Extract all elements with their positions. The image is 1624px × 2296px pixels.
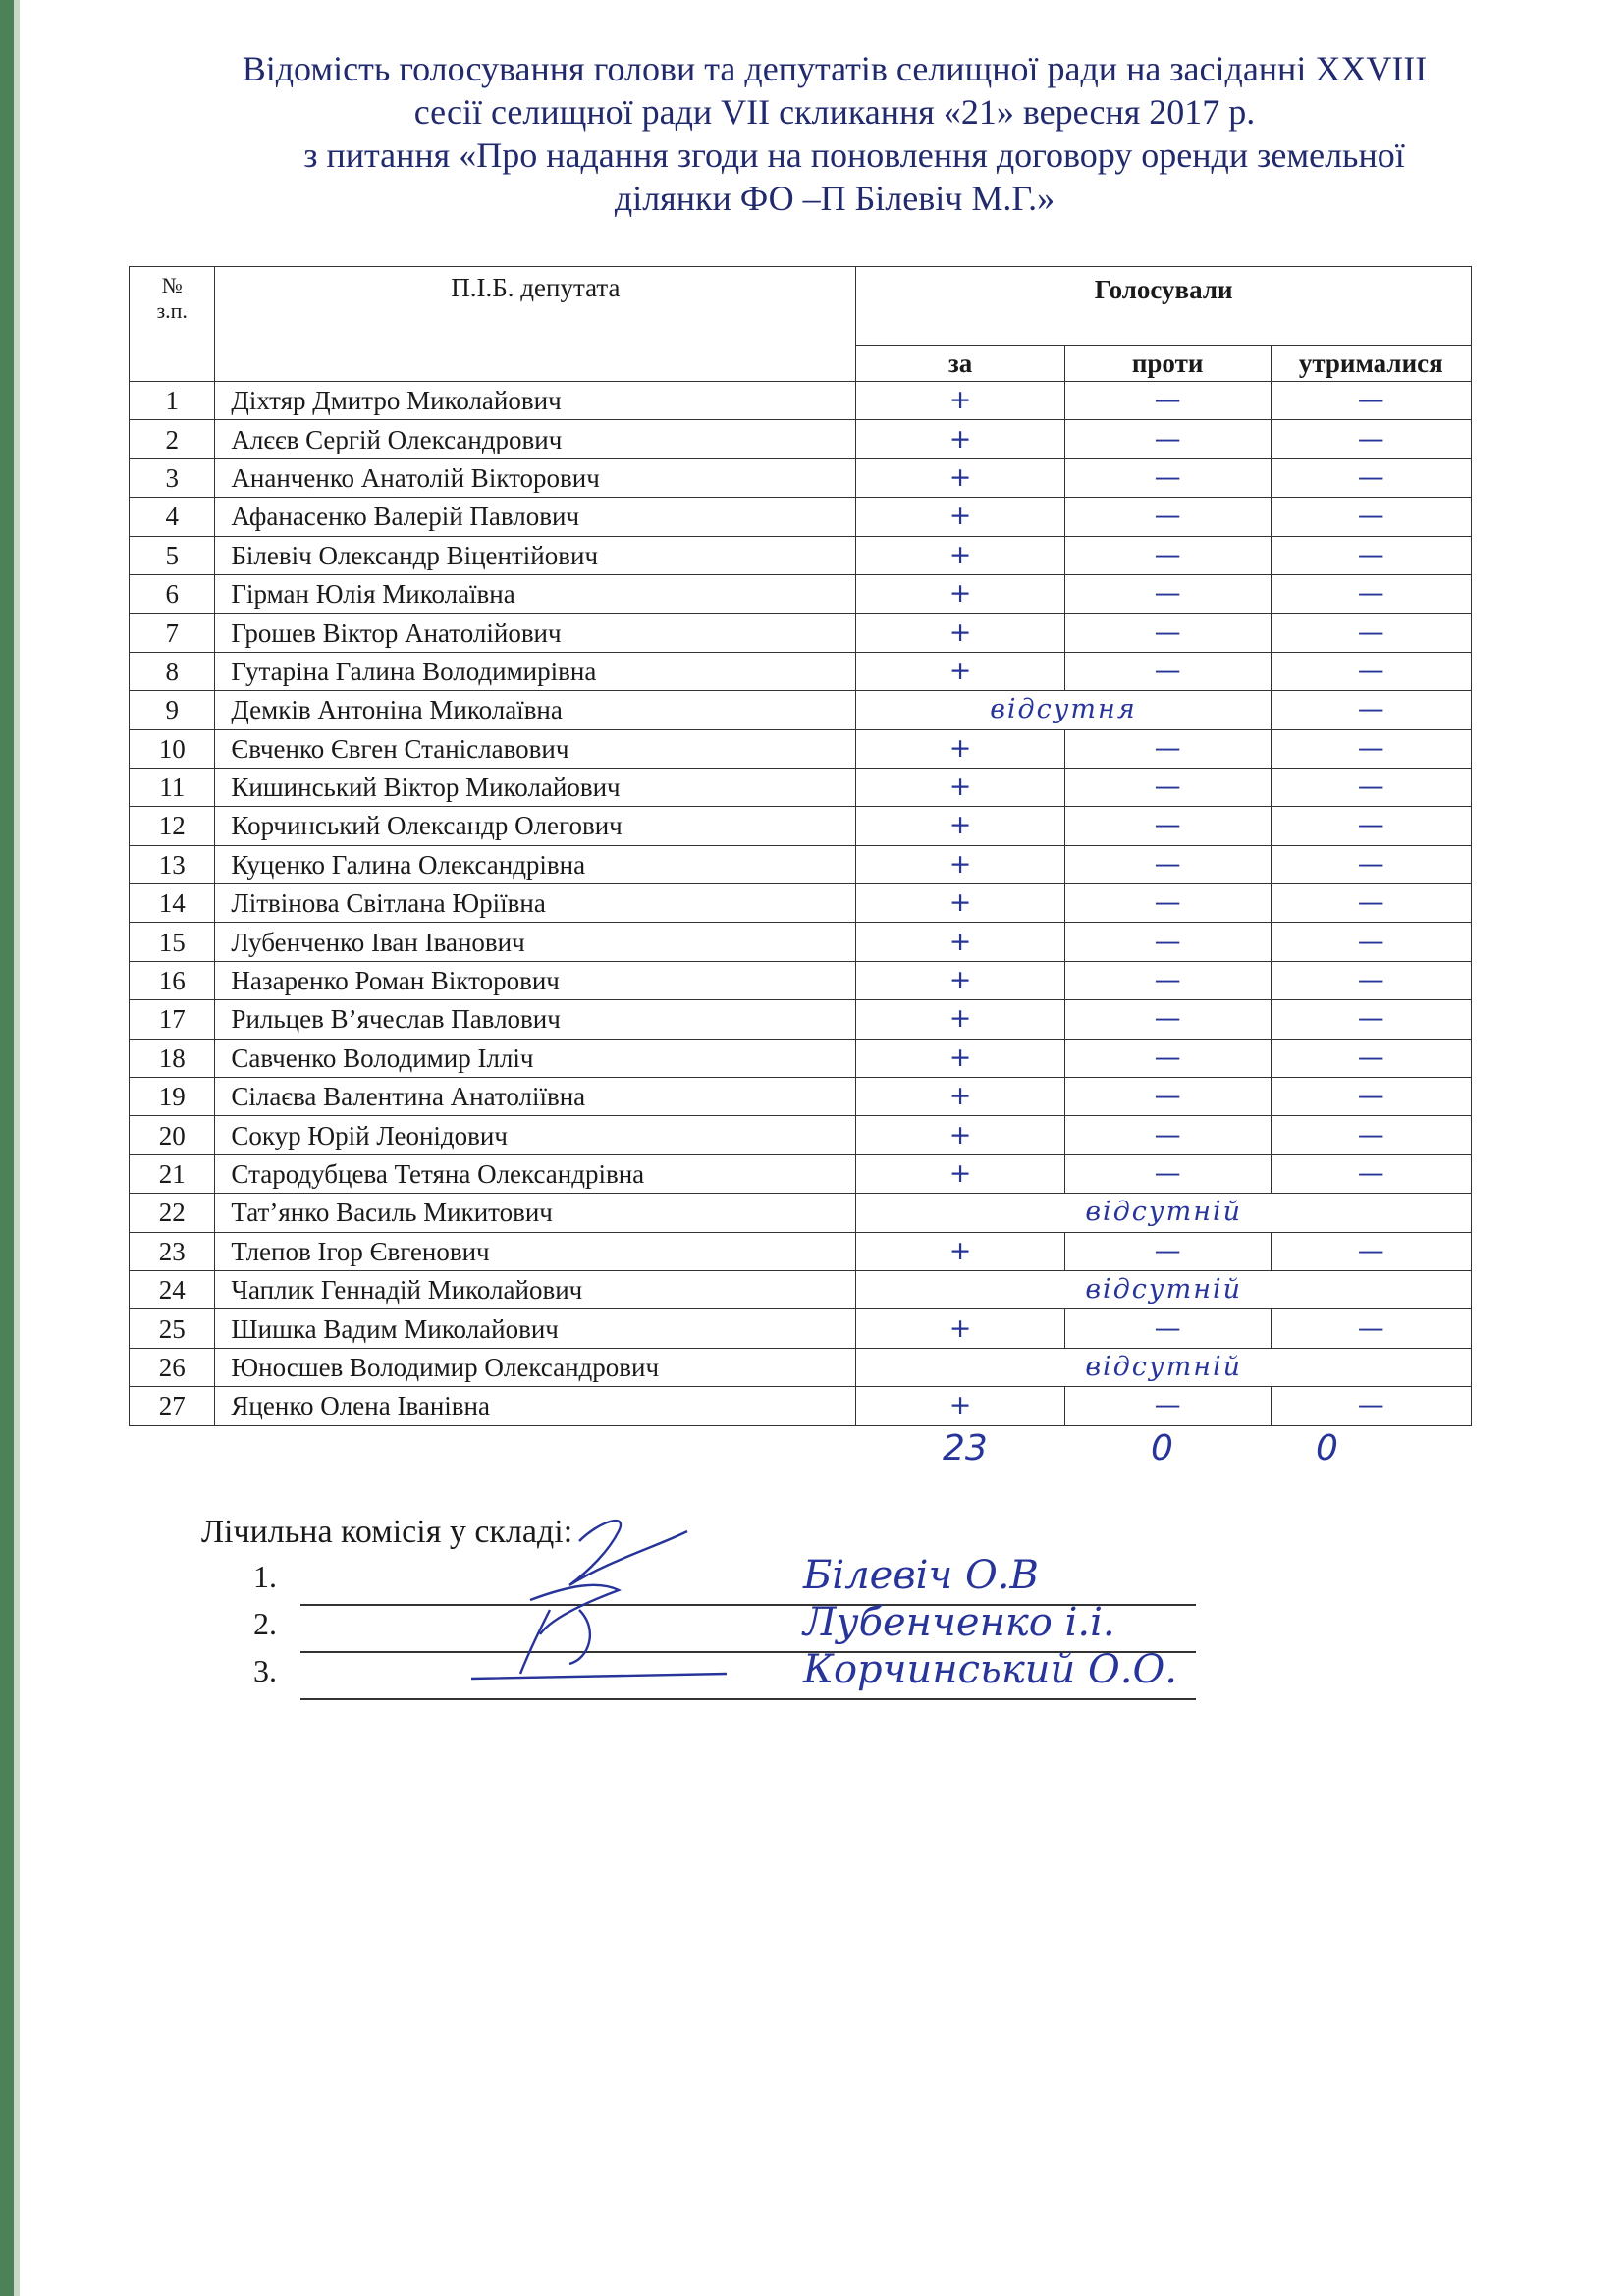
table-row xyxy=(130,1000,1472,1039)
table-row xyxy=(130,884,1472,923)
title-line-2: сесії селищної ради VII скликання «21» вересня 2017 р. xyxy=(413,92,1256,132)
absent-note: відсутній xyxy=(856,1270,1472,1308)
vote-for: + xyxy=(856,1116,1064,1154)
vote-against: — xyxy=(1064,1000,1271,1039)
deputy-name: Назаренко Роман Вікторович xyxy=(215,961,856,999)
row-number: 5 xyxy=(130,536,215,574)
vote-abstained: — xyxy=(1271,961,1471,999)
deputy-name: Яценко Олена Іванівна xyxy=(215,1387,856,1425)
table-row xyxy=(130,923,1472,961)
vote-abstained: — xyxy=(1271,1154,1471,1193)
table-row xyxy=(130,574,1472,613)
total-against: 0 xyxy=(1151,1428,1173,1468)
deputy-name: Сокур Юрій Леонідович xyxy=(215,1116,856,1154)
vote-abstained: — xyxy=(1271,498,1471,536)
table-row xyxy=(130,382,1472,420)
deputy-name: Діхтяр Дмитро Миколайович xyxy=(215,382,856,420)
vote-against: — xyxy=(1064,729,1271,768)
vote-abstained: — xyxy=(1271,536,1471,574)
row-number: 9 xyxy=(130,691,215,729)
table-row xyxy=(130,1232,1472,1270)
vote-for: + xyxy=(856,923,1064,961)
vote-abstained: — xyxy=(1271,729,1471,768)
voting-table xyxy=(129,266,1472,1426)
deputy-name: Кишинський Віктор Миколайович xyxy=(215,768,856,806)
row-number: 6 xyxy=(130,574,215,613)
vote-abstained: — xyxy=(1271,1309,1471,1348)
vote-for: + xyxy=(856,1078,1064,1116)
vote-against: — xyxy=(1064,1078,1271,1116)
signature-name: Білевіч О.В xyxy=(803,1553,1039,1598)
deputy-name: Сілаєва Валентина Анатоліївна xyxy=(215,1078,856,1116)
signature-number: 1. xyxy=(253,1559,277,1594)
deputy-name: Алєєв Сергій Олександрович xyxy=(215,420,856,458)
vote-abstained: — xyxy=(1271,574,1471,613)
document-title xyxy=(147,47,1522,220)
table-row xyxy=(130,691,1472,729)
vote-abstained: — xyxy=(1271,1078,1471,1116)
table-row xyxy=(130,1348,1472,1386)
vote-against: — xyxy=(1064,458,1271,497)
vote-against: — xyxy=(1064,1309,1271,1348)
vote-against: — xyxy=(1064,574,1271,613)
header-name: П.І.Б. депутата xyxy=(215,267,856,382)
commission-label: Лічильна комісія у складі: xyxy=(201,1514,573,1550)
table-row xyxy=(130,1309,1472,1348)
signature-number: 2. xyxy=(253,1606,277,1641)
deputy-name: Демків Антоніна Миколаївна xyxy=(215,691,856,729)
title-line-4: ділянки ФО –П Білевіч М.Г.» xyxy=(614,179,1056,218)
vote-abstained: — xyxy=(1271,1232,1471,1270)
vote-abstained: — xyxy=(1271,691,1471,729)
vote-abstained: — xyxy=(1271,420,1471,458)
deputy-name: Тлепов Ігор Євгенович xyxy=(215,1232,856,1270)
vote-against: — xyxy=(1064,652,1271,690)
vote-abstained: — xyxy=(1271,1116,1471,1154)
vote-for: + xyxy=(856,1039,1064,1077)
vote-abstained: — xyxy=(1271,1387,1471,1425)
table-row xyxy=(130,420,1472,458)
table-row xyxy=(130,845,1472,883)
row-number: 22 xyxy=(130,1194,215,1232)
vote-for: + xyxy=(856,498,1064,536)
table-row xyxy=(130,652,1472,690)
vote-against: — xyxy=(1064,382,1271,420)
vote-for: + xyxy=(856,845,1064,883)
row-number: 14 xyxy=(130,884,215,923)
absent-note: відсутня xyxy=(856,691,1271,729)
row-number: 15 xyxy=(130,923,215,961)
deputy-name: Літвінова Світлана Юріївна xyxy=(215,884,856,923)
signature-name: Корчинський О.О. xyxy=(803,1647,1177,1692)
deputy-name: Рильцев В’ячеслав Павлович xyxy=(215,1000,856,1039)
title-line-1: Відомість голосування голови та депутатів селищної ради на засіданні XXVIII xyxy=(242,49,1428,88)
table-row xyxy=(130,1154,1472,1193)
table-row xyxy=(130,1194,1472,1232)
vote-for: + xyxy=(856,574,1064,613)
table-row xyxy=(130,807,1472,845)
table-row xyxy=(130,458,1472,497)
table-body xyxy=(130,382,1472,1426)
total-abstained: 0 xyxy=(1316,1428,1338,1468)
row-number: 10 xyxy=(130,729,215,768)
header-number-sign: № xyxy=(161,273,183,297)
title-line-3: з питання «Про надання згоди на поновлення договору оренди земельної xyxy=(303,135,1405,175)
header-against: проти xyxy=(1064,346,1271,382)
row-number: 13 xyxy=(130,845,215,883)
vote-against: — xyxy=(1064,536,1271,574)
vote-against: — xyxy=(1064,498,1271,536)
row-number: 25 xyxy=(130,1309,215,1348)
table-row xyxy=(130,1116,1472,1154)
deputy-name: Савченко Володимир Ілліч xyxy=(215,1039,856,1077)
row-number: 8 xyxy=(130,652,215,690)
total-for: 23 xyxy=(943,1428,988,1468)
vote-abstained: — xyxy=(1271,923,1471,961)
vote-for: + xyxy=(856,420,1064,458)
vote-for: + xyxy=(856,1154,1064,1193)
signature-number: 3. xyxy=(253,1653,277,1688)
deputy-name: Юносшев Володимир Олександрович xyxy=(215,1348,856,1386)
vote-abstained: — xyxy=(1271,382,1471,420)
header-abstained: утрималися xyxy=(1271,346,1471,382)
deputy-name: Куценко Галина Олександрівна xyxy=(215,845,856,883)
deputy-name: Тат’янко Василь Микитович xyxy=(215,1194,856,1232)
table-row xyxy=(130,1078,1472,1116)
row-number: 21 xyxy=(130,1154,215,1193)
deputy-name: Стародубцева Тетяна Олександрівна xyxy=(215,1154,856,1193)
row-number: 27 xyxy=(130,1387,215,1425)
row-number: 20 xyxy=(130,1116,215,1154)
deputy-name: Грошев Віктор Анатолійович xyxy=(215,614,856,652)
table-row xyxy=(130,498,1472,536)
vote-for: + xyxy=(856,536,1064,574)
deputy-name: Євченко Євген Станіславович xyxy=(215,729,856,768)
vote-abstained: — xyxy=(1271,845,1471,883)
header-number xyxy=(130,267,215,382)
table-row xyxy=(130,1270,1472,1308)
header-for: за xyxy=(856,346,1064,382)
row-number: 23 xyxy=(130,1232,215,1270)
row-number: 19 xyxy=(130,1078,215,1116)
row-number: 24 xyxy=(130,1270,215,1308)
vote-for: + xyxy=(856,458,1064,497)
signature-line xyxy=(300,1698,1196,1700)
vote-against: — xyxy=(1064,923,1271,961)
vote-abstained: — xyxy=(1271,458,1471,497)
row-number: 7 xyxy=(130,614,215,652)
row-number: 11 xyxy=(130,768,215,806)
vote-against: — xyxy=(1064,807,1271,845)
vote-for: + xyxy=(856,768,1064,806)
vote-for: + xyxy=(856,652,1064,690)
table-row xyxy=(130,729,1472,768)
vote-for: + xyxy=(856,961,1064,999)
vote-against: — xyxy=(1064,420,1271,458)
vote-for: + xyxy=(856,1232,1064,1270)
vote-for: + xyxy=(856,1309,1064,1348)
absent-note: відсутній xyxy=(856,1348,1472,1386)
vote-for: + xyxy=(856,614,1064,652)
row-number: 2 xyxy=(130,420,215,458)
row-number: 26 xyxy=(130,1348,215,1386)
deputy-name: Гутаріна Галина Володимирівна xyxy=(215,652,856,690)
vote-against: — xyxy=(1064,614,1271,652)
vote-abstained: — xyxy=(1271,884,1471,923)
row-number: 4 xyxy=(130,498,215,536)
deputy-name: Чаплик Геннадій Миколайович xyxy=(215,1270,856,1308)
vote-against: — xyxy=(1064,884,1271,923)
vote-abstained: — xyxy=(1271,1039,1471,1077)
deputy-name: Гірман Юлія Миколаївна xyxy=(215,574,856,613)
vote-for: + xyxy=(856,1000,1064,1039)
vote-against: — xyxy=(1064,961,1271,999)
scan-edge xyxy=(0,0,14,2296)
deputy-name: Корчинський Олександр Олегович xyxy=(215,807,856,845)
vote-for: + xyxy=(856,382,1064,420)
vote-against: — xyxy=(1064,1154,1271,1193)
header-voted: Голосували xyxy=(856,267,1472,346)
row-number: 18 xyxy=(130,1039,215,1077)
table-row xyxy=(130,536,1472,574)
vote-abstained: — xyxy=(1271,1000,1471,1039)
absent-note: відсутній xyxy=(856,1194,1472,1232)
vote-abstained: — xyxy=(1271,652,1471,690)
table-row xyxy=(130,1387,1472,1425)
table-row xyxy=(130,1039,1472,1077)
deputy-name: Ананченко Анатолій Вікторович xyxy=(215,458,856,497)
vote-against: — xyxy=(1064,1039,1271,1077)
signature-name: Лубенченко і.і. xyxy=(803,1600,1115,1645)
vote-for: + xyxy=(856,884,1064,923)
vote-for: + xyxy=(856,729,1064,768)
deputy-name: Афанасенко Валерій Павлович xyxy=(215,498,856,536)
row-number: 16 xyxy=(130,961,215,999)
vote-for: + xyxy=(856,807,1064,845)
vote-abstained: — xyxy=(1271,768,1471,806)
vote-against: — xyxy=(1064,1387,1271,1425)
table-row xyxy=(130,961,1472,999)
row-number: 3 xyxy=(130,458,215,497)
vote-against: — xyxy=(1064,1232,1271,1270)
vote-abstained: — xyxy=(1271,807,1471,845)
table-row xyxy=(130,768,1472,806)
header-number-abbr: з.п. xyxy=(156,298,188,323)
deputy-name: Білевіч Олександр Віцентійович xyxy=(215,536,856,574)
vote-against: — xyxy=(1064,845,1271,883)
row-number: 12 xyxy=(130,807,215,845)
vote-abstained: — xyxy=(1271,614,1471,652)
deputy-name: Лубенченко Іван Іванович xyxy=(215,923,856,961)
row-number: 1 xyxy=(130,382,215,420)
scan-edge-shadow xyxy=(14,0,20,2296)
vote-for: + xyxy=(856,1387,1064,1425)
handwritten-signature-scribble xyxy=(432,1492,756,1688)
vote-against: — xyxy=(1064,768,1271,806)
table-row xyxy=(130,614,1472,652)
vote-against: — xyxy=(1064,1116,1271,1154)
row-number: 17 xyxy=(130,1000,215,1039)
deputy-name: Шишка Вадим Миколайович xyxy=(215,1309,856,1348)
